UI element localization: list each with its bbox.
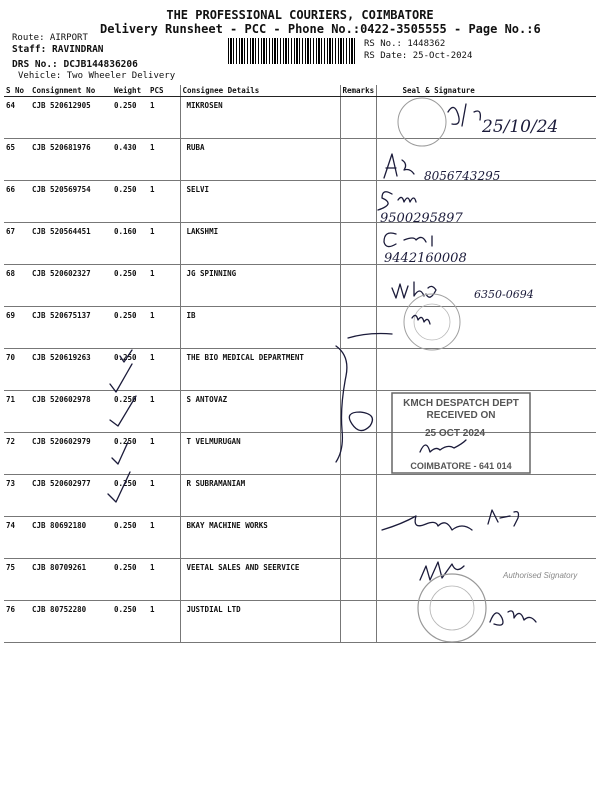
pen-stroke — [349, 412, 372, 431]
tick-mark — [110, 364, 132, 392]
tick-mark — [112, 442, 128, 464]
cell-sno: 65 — [4, 139, 30, 181]
cell-sno: 70 — [4, 349, 30, 391]
col-signature: Seal & Signature — [376, 85, 596, 97]
cell-consignment: CJB 520602977 — [30, 475, 112, 517]
drs-number: DRS No.: DCJB144836206 — [12, 59, 138, 70]
cell-consignee: LAKSHMI — [180, 223, 340, 265]
cell-consignment: CJB 80752280 — [30, 601, 112, 643]
cell-weight: 0.250 — [112, 265, 148, 307]
seal-stamp — [418, 574, 486, 642]
seal-stamp — [398, 98, 446, 146]
cell-weight: 0.160 — [112, 223, 148, 265]
cell-weight: 0.250 — [112, 181, 148, 223]
cell-sno: 66 — [4, 181, 30, 223]
cell-pcs: 1 — [148, 307, 180, 349]
cell-pcs: 1 — [148, 517, 180, 559]
tick-mark — [120, 350, 132, 362]
signature-66 — [378, 192, 416, 210]
cell-pcs: 1 — [148, 433, 180, 475]
cell-pcs: 1 — [148, 559, 180, 601]
runsheet-title: THE PROFESSIONAL COURIERS, COIMBATORE — [166, 8, 434, 22]
pen-stroke — [348, 334, 392, 339]
col-sno: S No — [4, 85, 30, 97]
handwritten-phone-65: 8056743295 — [424, 169, 501, 183]
cell-sno: 74 — [4, 517, 30, 559]
cell-weight: 0.250 — [112, 601, 148, 643]
kmch-stamp-line2: RECEIVED ON — [426, 410, 496, 421]
cell-pcs: 1 — [148, 391, 180, 433]
cell-pcs: 1 — [148, 97, 180, 139]
col-pcs: PCS — [148, 85, 180, 97]
cell-consignment: CJB 520564451 — [30, 223, 112, 265]
cell-sno: 72 — [4, 433, 30, 475]
signature-68 — [392, 282, 436, 298]
signature-74 — [382, 516, 472, 530]
seal-stamp — [414, 304, 450, 340]
kmch-stamp-city: COIMBATORE - 641 014 — [410, 461, 512, 471]
vehicle-label: Vehicle: Two Wheeler Delivery — [18, 71, 176, 81]
cell-consignment: CJB 520569754 — [30, 181, 112, 223]
handwritten-phone-66: 9500295897 — [380, 211, 463, 226]
cell-sno: 73 — [4, 475, 30, 517]
handwritten-date-64: 25/10/24 — [482, 117, 559, 137]
col-consignee: Consignee Details — [180, 85, 340, 97]
cell-weight: 0.430 — [112, 139, 148, 181]
cell-consignee: T VELMURUGAN — [180, 433, 340, 475]
cell-pcs: 1 — [148, 139, 180, 181]
cell-consignment: CJB 520675137 — [30, 307, 112, 349]
kmch-stamp-line1: KMCH DESPATCH DEPT — [403, 398, 519, 409]
cell-consignee: JG SPINNING — [180, 265, 340, 307]
cell-weight: 0.250 — [112, 349, 148, 391]
cell-sno: 64 — [4, 97, 30, 139]
cell-consignee: VEETAL SALES AND SEERVICE — [180, 559, 340, 601]
cell-pcs: 1 — [148, 181, 180, 223]
kmch-stamp-date: 25 OCT 2024 — [424, 428, 486, 439]
cell-consignment: CJB 520619263 — [30, 349, 112, 391]
cell-pcs: 1 — [148, 223, 180, 265]
cell-pcs: 1 — [148, 601, 180, 643]
cell-sno: 75 — [4, 559, 30, 601]
signature-67 — [384, 233, 432, 247]
cell-consignee: R SUBRAMANIAM — [180, 475, 340, 517]
route-label: Route: AIRPORT — [12, 33, 88, 43]
cell-consignment: CJB 520612905 — [30, 97, 112, 139]
cell-weight: 0.250 — [112, 307, 148, 349]
seal-stamp — [404, 294, 460, 350]
cell-sno: 76 — [4, 601, 30, 643]
cell-pcs: 1 — [148, 475, 180, 517]
cell-consignee: MIKROSEN — [180, 97, 340, 139]
cell-sno: 67 — [4, 223, 30, 265]
cell-consignee: JUSTDIAL LTD — [180, 601, 340, 643]
cell-weight: 0.250 — [112, 559, 148, 601]
cell-consignment: CJB 80692180 — [30, 517, 112, 559]
cell-consignment: CJB 520681976 — [30, 139, 112, 181]
col-weight: Weight — [112, 85, 148, 97]
staff-label: Staff: RAVINDRAN — [12, 44, 104, 55]
cell-weight: 0.250 — [112, 97, 148, 139]
signature-65 — [384, 154, 414, 178]
handwritten-phone-67: 9442160008 — [384, 251, 467, 266]
cell-sno: 68 — [4, 265, 30, 307]
handwritten-phone-68: 6350-0694 — [474, 288, 534, 301]
col-consignment: Consignment No — [30, 85, 112, 97]
cell-pcs: 1 — [148, 349, 180, 391]
tick-mark — [108, 472, 130, 502]
cell-weight: 0.250 — [112, 391, 148, 433]
tick-mark — [110, 396, 136, 426]
cell-weight: 0.250 — [112, 517, 148, 559]
cell-pcs: 1 — [148, 265, 180, 307]
cell-sno: 69 — [4, 307, 30, 349]
cell-consignee: RUBA — [180, 139, 340, 181]
cell-consignment: CJB 520602978 — [30, 391, 112, 433]
cell-consignee: BKAY MACHINE WORKS — [180, 517, 340, 559]
signature-76 — [490, 611, 536, 625]
cell-consignee: THE BIO MEDICAL DEPARTMENT — [180, 349, 340, 391]
col-remarks: Remarks — [340, 85, 376, 97]
runsheet-subtitle: Delivery Runsheet - PCC - Phone No.:0422-3505555 - Page No.:6 — [100, 22, 541, 36]
handwritten-date-74 — [488, 510, 519, 526]
cell-consignee: SELVI — [180, 181, 340, 223]
cell-consignment: CJB 80709261 — [30, 559, 112, 601]
signature-64 — [448, 104, 480, 126]
pen-stroke — [336, 346, 347, 462]
seal-stamp — [430, 586, 474, 630]
signature-75 — [420, 562, 464, 580]
rs-date: RS Date: 25-Oct-2024 — [364, 51, 473, 61]
cell-consignee: IB — [180, 307, 340, 349]
authorised-signatory: Authorised Signatory — [503, 571, 578, 580]
cell-consignee: S ANTOVAZ — [180, 391, 340, 433]
cell-sno: 71 — [4, 391, 30, 433]
cell-weight: 0.250 — [112, 475, 148, 517]
cell-consignment: CJB 520602979 — [30, 433, 112, 475]
cell-weight: 0.250 — [112, 433, 148, 475]
signature-kmch — [420, 440, 466, 452]
rs-number: RS No.: 1448362 — [364, 39, 446, 49]
cell-consignment: CJB 520602327 — [30, 265, 112, 307]
